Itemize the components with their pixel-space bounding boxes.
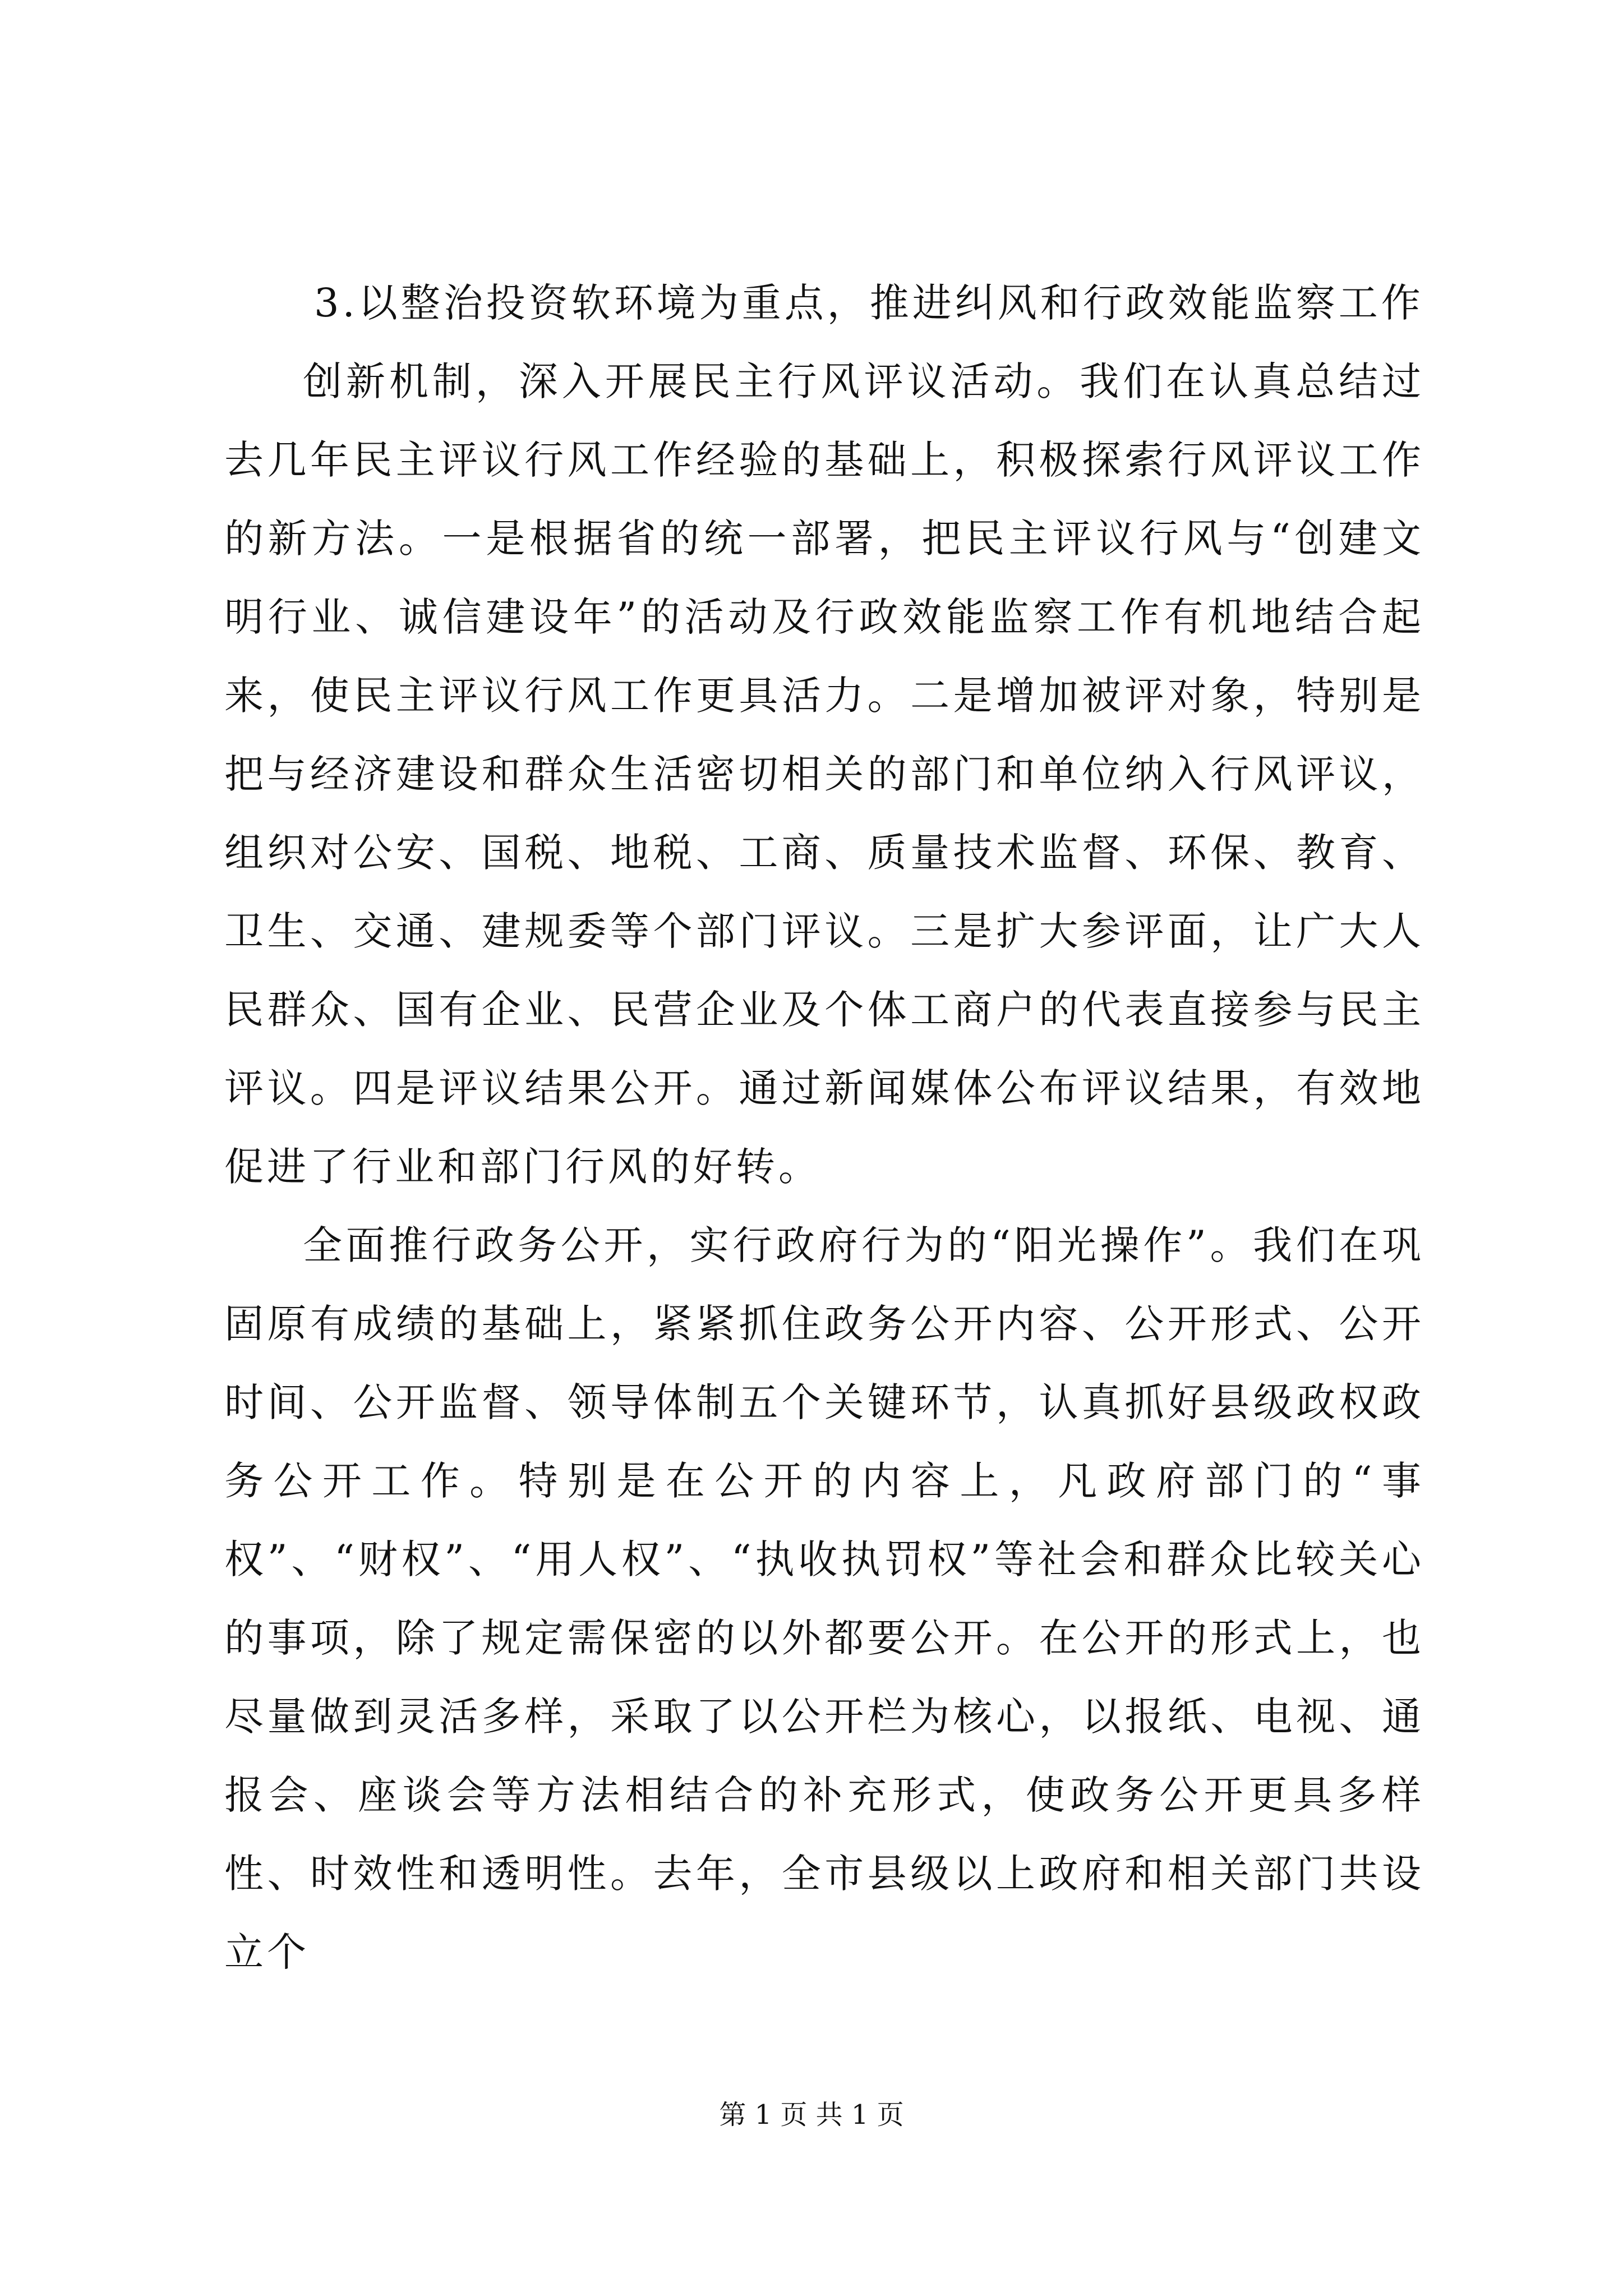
paragraph-2: 全面推行政务公开，实行政府行为的“阳光操作”。我们在巩固原有成绩的基础上，紧紧抓住政务公开内容、公开形式、公开时间、公开监督、领导体制五个关键环节，认真抓好县级政权政务公开工作。特别是在公开的内容上，凡政府部门的“事权”、“财权”、“用人权”、“执收执罚权”等社会和群众比较关心的事项，除了规定需保密的以外都要公开。在公开的形式上，也尽量做到灵活多样，采取了以公开栏为核心，以报纸、电视、通报会、座谈会等方法相结合的补充形式，使政务公开更具多样性、时效性和透明性。去年，全市县级以上政府和相关部门共设立个 [224, 1222, 1424, 1975]
document-body [224, 264, 1424, 1991]
section-heading: 3.以整治投资软环境为重点，推进纠风和行政效能监察工作 [314, 280, 1424, 326]
page-footer: 第 1 页 共 1 页 [719, 2099, 904, 2131]
paragraph-1: 创新机制，深入开展民主行风评议活动。我们在认真总结过去几年民主评议行风工作经验的基础上，积极探索行风评议工作的新方法。一是根据省的统一部署，把民主评议行风与“创建文明行业、诚信建设年”的活动及行政效能监察工作有机地结合起来，使民主评议行风工作更具活力。二是增加被评对象，特别是把与经济建设和群众生活密切相关的部门和单位纳入行风评议，组织对公安、国税、地税、工商、质量技术监督、环保、教育、卫生、交通、建规委等个部门评议。三是扩大参评面，让广大人民群众、国有企业、民营企业及个体工商户的代表直接参与民主评议。四是评议结果公开。通过新闻媒体公布评议结果，有效地促进了行业和部门行风的好转。 [224, 358, 1424, 1190]
